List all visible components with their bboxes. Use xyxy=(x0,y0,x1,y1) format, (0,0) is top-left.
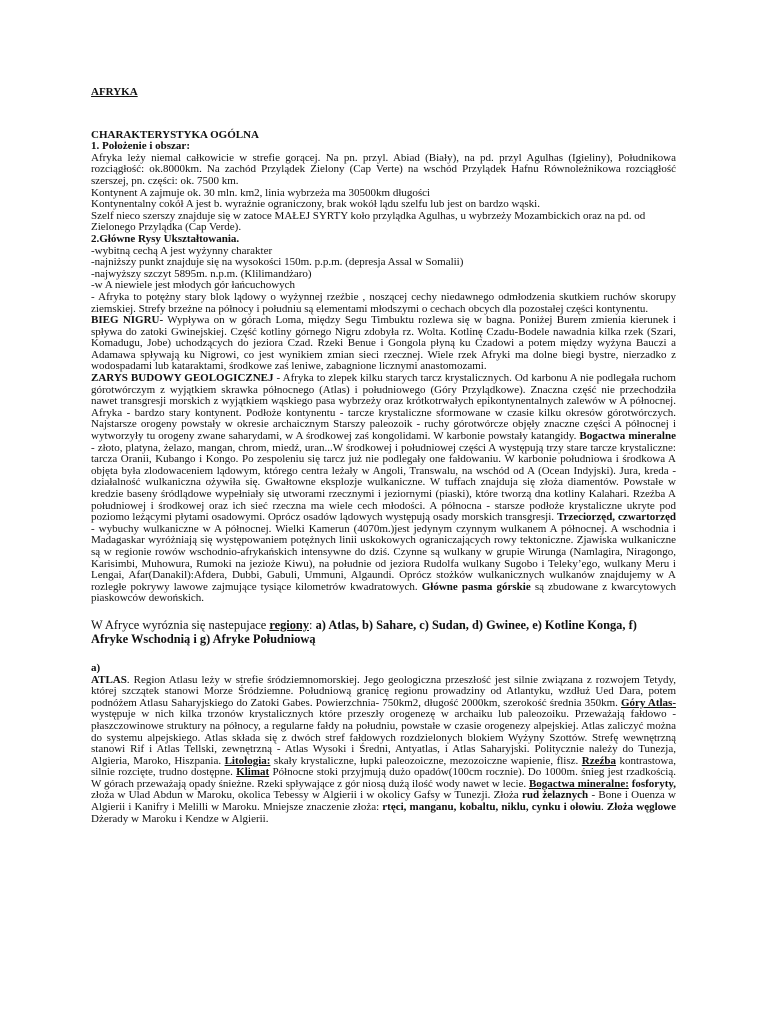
relief-line-2: -najniższy punkt znajduje się na wysokości 150m. p.p.m. (depresja Assal w Somalii) xyxy=(91,256,464,269)
paragraph-wider-shelf: Szelf nieco szerszy znajduje się w zatoce MAŁEJ SYRTY koło przylądka Agulhas, u wybrzeży Mozambickich oraz na pd. od Zielonego Przylądka (Cap Verde). xyxy=(91,209,646,234)
geology-lead: ZARYS BUDOWY GEOLOGICZNEJ xyxy=(91,372,274,385)
paragraph-area: Kontynent A zajmuje ok. 30 mln. km2, linia wybrzeża ma 30500km długości xyxy=(91,186,431,199)
relief-line-5: - Afryka to potężny stary blok lądowy o wyżynnej rzeźbie , noszącej cechy niedawnego odmłodzenia skutkiem ruchów skorupy ziemskiej. Strefy brzeżne na północy i południu są elementami młodszymi o cechach obcych dla pozostałej części kontynentu. xyxy=(91,290,676,315)
subsection-label-a: a) xyxy=(91,661,101,674)
regions-list: a) Atlas, b) Sahare, c) Sudan, d) Gwinee, e) Kotline Konga, f) Afryke Wschodnią i g) Afryke Południową xyxy=(91,617,637,647)
paragraph-niger: BIEG NIGRU- Wypływa on w górach Loma, między Segu Timbuktu rozlewa się w bagna. Poniżej Burem zmienia kierunek i spływa do zatoki Gwinejskiej. Część kotliny górnego Nigru zdobyła rz. Wolta. Kotlinę Czadu-Bodele nawadnia kilka rzek (Szari, Komadugu, Jobe) uchodzących do jeziora Czad. Rzeki Benue i Gongola płyną ku Czadowi a potem między wyżyna Bauczi a Adamawa spływają ku Nigrowi, co jest wynikiem zmian sieci rzecznej. Wiele rzek Afryki ma dolne biegi bystre, nierzadko z wodospadami lub kataraktami, środkowe zaś leniwe, zabagnione licznymi anastomozami. xyxy=(91,314,677,373)
paragraph-shelf: Kontynentalny cokół A jest b. wyraźnie ograniczony, brak wokół lądu szelfu lub jest on bardzo wąski. xyxy=(91,198,540,211)
regions-term: regiony xyxy=(269,617,310,632)
relief-line-3: -najwyższy szczyt 5895m. n.p.m. (Klilimandżaro) xyxy=(91,267,312,280)
paragraph-atlas: ATLAS. Region Atlasu leży w strefie śródziemnomorskiej. Jego geologiczna przeszłość jest silnie związana z rozwojem Tetydy, której szczątek stanowi Morze Śródziemne. Południową granicę regionu prowadziny od Atlantyku, wzdłuż Ued Dara, potem podnóżem Atlasu Saharyjskiego do Zatoki Gabes. Powierzchnia- 750km2, długość 2000km, szerokość średnia 350km. Góry Atlas- występuje w nich kilka trzonów krystalicznych które przeszły orogenezę w archaiku lub paleozoiku. Przeważają fałdowo - płaszczowinowe struktury na północy, a regularne fałdy na południu, powstałe w czasie orogenezy alpejskiej. Atlas zaliczyć można do systemu alpejskiego. Atlas składa się z dwóch stref fałdowych rozdzielonych blokiem Wyżyny Szottów. Strefę wewnętrzną stanowi Rif i Atlas Tellski, zewnętrzną - Atlas Wysoki i Średni, Antyatlas, i Atlas Saharyjski. Politycznie należy do Tunezja, Algieria, Maroko, Hiszpania. Litologia: skały krystaliczne, łupki paleozoiczne, mezozoiczne wapienie, flisz. Rzeźba kontrastowa, silnie rozcięte, trudno dostępne. Klimat Północne stoki przyjmują dużo opadów(100cm rocznie). Do 1000m. śnieg jest rzadkością. W górach przeważają opady śnieżne. Rzeki spływające z gór niosą dużą ilość wody nawet w lecie. Bogactwa mineralne: fosforyty, złoża w Ulad Abdun w Maroku, okolica Tebessy w Algierii i w okolicy Gafsy w Tunezji. Złoża rud żelaznych - Bone i Ouenza w Algierii i Kanifry i Melilli w Maroku. Mniejsze znaczenie złoża: rtęci, manganu, kobaltu, niklu, cynku i ołowiu. Złoża węglowe Dżerady w Maroku i Kendze w Algierii. xyxy=(91,673,677,825)
paragraph-location: Afryka leży niemal całkowicie w strefie gorącej. Na pn. przyl. Abiad (Biały), na pd. przyl Agulhas (Igieliny), Południkowa rozciągłość: ok.8000km. Na zachód Przylądek Zielony (Cap Verte) na wschód Przylądek Hafnu Równoleżnikowa rozciągłość szerszej, pn. części: ok. 7500 km. xyxy=(91,151,676,187)
paragraph-geology: ZARYS BUDOWY GEOLOGICZNEJ - Afryka to zlepek kilku starych tarcz krystalicznych. Od karbonu A nie podlegała ruchom górotwórczym z wyjątkiem skrawka północnego (Atlas) i południowego (Góry Przylądkowe). Znaczna część nie przechodziła nawet transgresji morskich z wyjątkiem wąskiego pasa wybrzeży oraz krótkotrwałych epikontynentalnych zalewów w A północnej. Afryka - bardzo stary kontynent. Podłoże kontynentu - tarcze krystaliczne sformowane w czasie kilku okresów górotwórczych. Najstarsze orogeny powstały w okresie archaicznym Starszy paleozoik - ruchy górotwórcze objęły znaczne części A północnej i wytworzyły tu orogeny zwane saharydami, w A środkowej zaś kongolidami. W karbonie powstały katangidy. Bogactwa mineralne - złoto, platyna, żelazo, mangan, chrom, miedź, uran...W środkowej i południowej części A występują trzy stare tarcze krystaliczne: tarcza Oranii, Kubango i Kongo. Po zespoleniu się tarcz już nie podlegały one fałdowaniu. W karbonie południowa i środkowa A objęta była zlodowaceniem lądowym, którego centra leżały w Angoli, Transwalu, na wschód od A (Ocean Indyjski). Jura, kreda - działalność wulkaniczna ożywiła się. Gwałtowne eksplozje wulkaniczne. W tuffach znajduja się złoża diamentów. Powstałe w kredzie baseny śródlądowe wypełniały się utworami rzecznymi i jeziornymi (piaski), które tworzą dna kotliny Kalahari. Rzeźba A południowej i środkowej oraz ich sieć rzeczna ma wiele cech młodości. A północna - starsze podłoże krystaliczne ukryte pod poziomo leżącymi płytami osadowymi. Oprócz osadów lądowych występują osady morskich transgresji. Trzeciorzęd, czwartorzęd - wybuchy wulkaniczne w A północnej. Wielki Kamerun (4070m.)jest jedynym czynnym wulkanem A północnej. A wschodnia i Madagaskar wyróżniają się występowaniem potężnych linii uskokowych ograniczających rowy tektoniczne. Zjawiska wulkaniczne są w regionie rowów wschodnio-afrykańskich intensywne do dziś. Czynne są wulkany w grupie Wirunga (Namlagira, Niragongo, Karisimbi, Muhowura, Rumoki na jezioże Kiwu), na południe od jeziora Rudolfa wulkany Sugobo i Teleky’ego, wulkany Meru i Lengai, Afar(Danakil):Afdera, Dubbi, Gabuli, Ummuni, Algaundi. Oprócz stożków wulkanicznych wulkanów znajdujemy w A rozległe pokrywy lawowe zajmujące tysiące kilometrów kwadratowych. Główne pasma górskie są zbudowane z kwarcytowych piaskowców dewońskich. xyxy=(91,372,677,605)
heading-location: 1. Położenie i obszar: xyxy=(91,140,190,153)
relief-line-1: -wybitną cechą A jest wyżynny charakter xyxy=(91,244,273,257)
heading-relief: 2.Główne Rysy Ukształtowania. xyxy=(91,232,240,245)
document-title: AFRYKA xyxy=(91,86,138,98)
niger-lead: BIEG NIGRU- xyxy=(91,314,164,327)
atlas-lead: ATLAS xyxy=(91,673,127,686)
relief-line-4: -w A niewiele jest młodych gór łańcuchowych xyxy=(91,279,296,292)
paragraph-regions: W Afryce wyróznia się nastepujace regiony: a) Atlas, b) Sahare, c) Sudan, d) Gwinee, e) Kotline Konga, f) Afryke Wschodnią i g) Afryke Południową xyxy=(91,617,637,647)
section-heading: CHARAKTERYSTYKA OGÓLNA xyxy=(91,128,259,141)
